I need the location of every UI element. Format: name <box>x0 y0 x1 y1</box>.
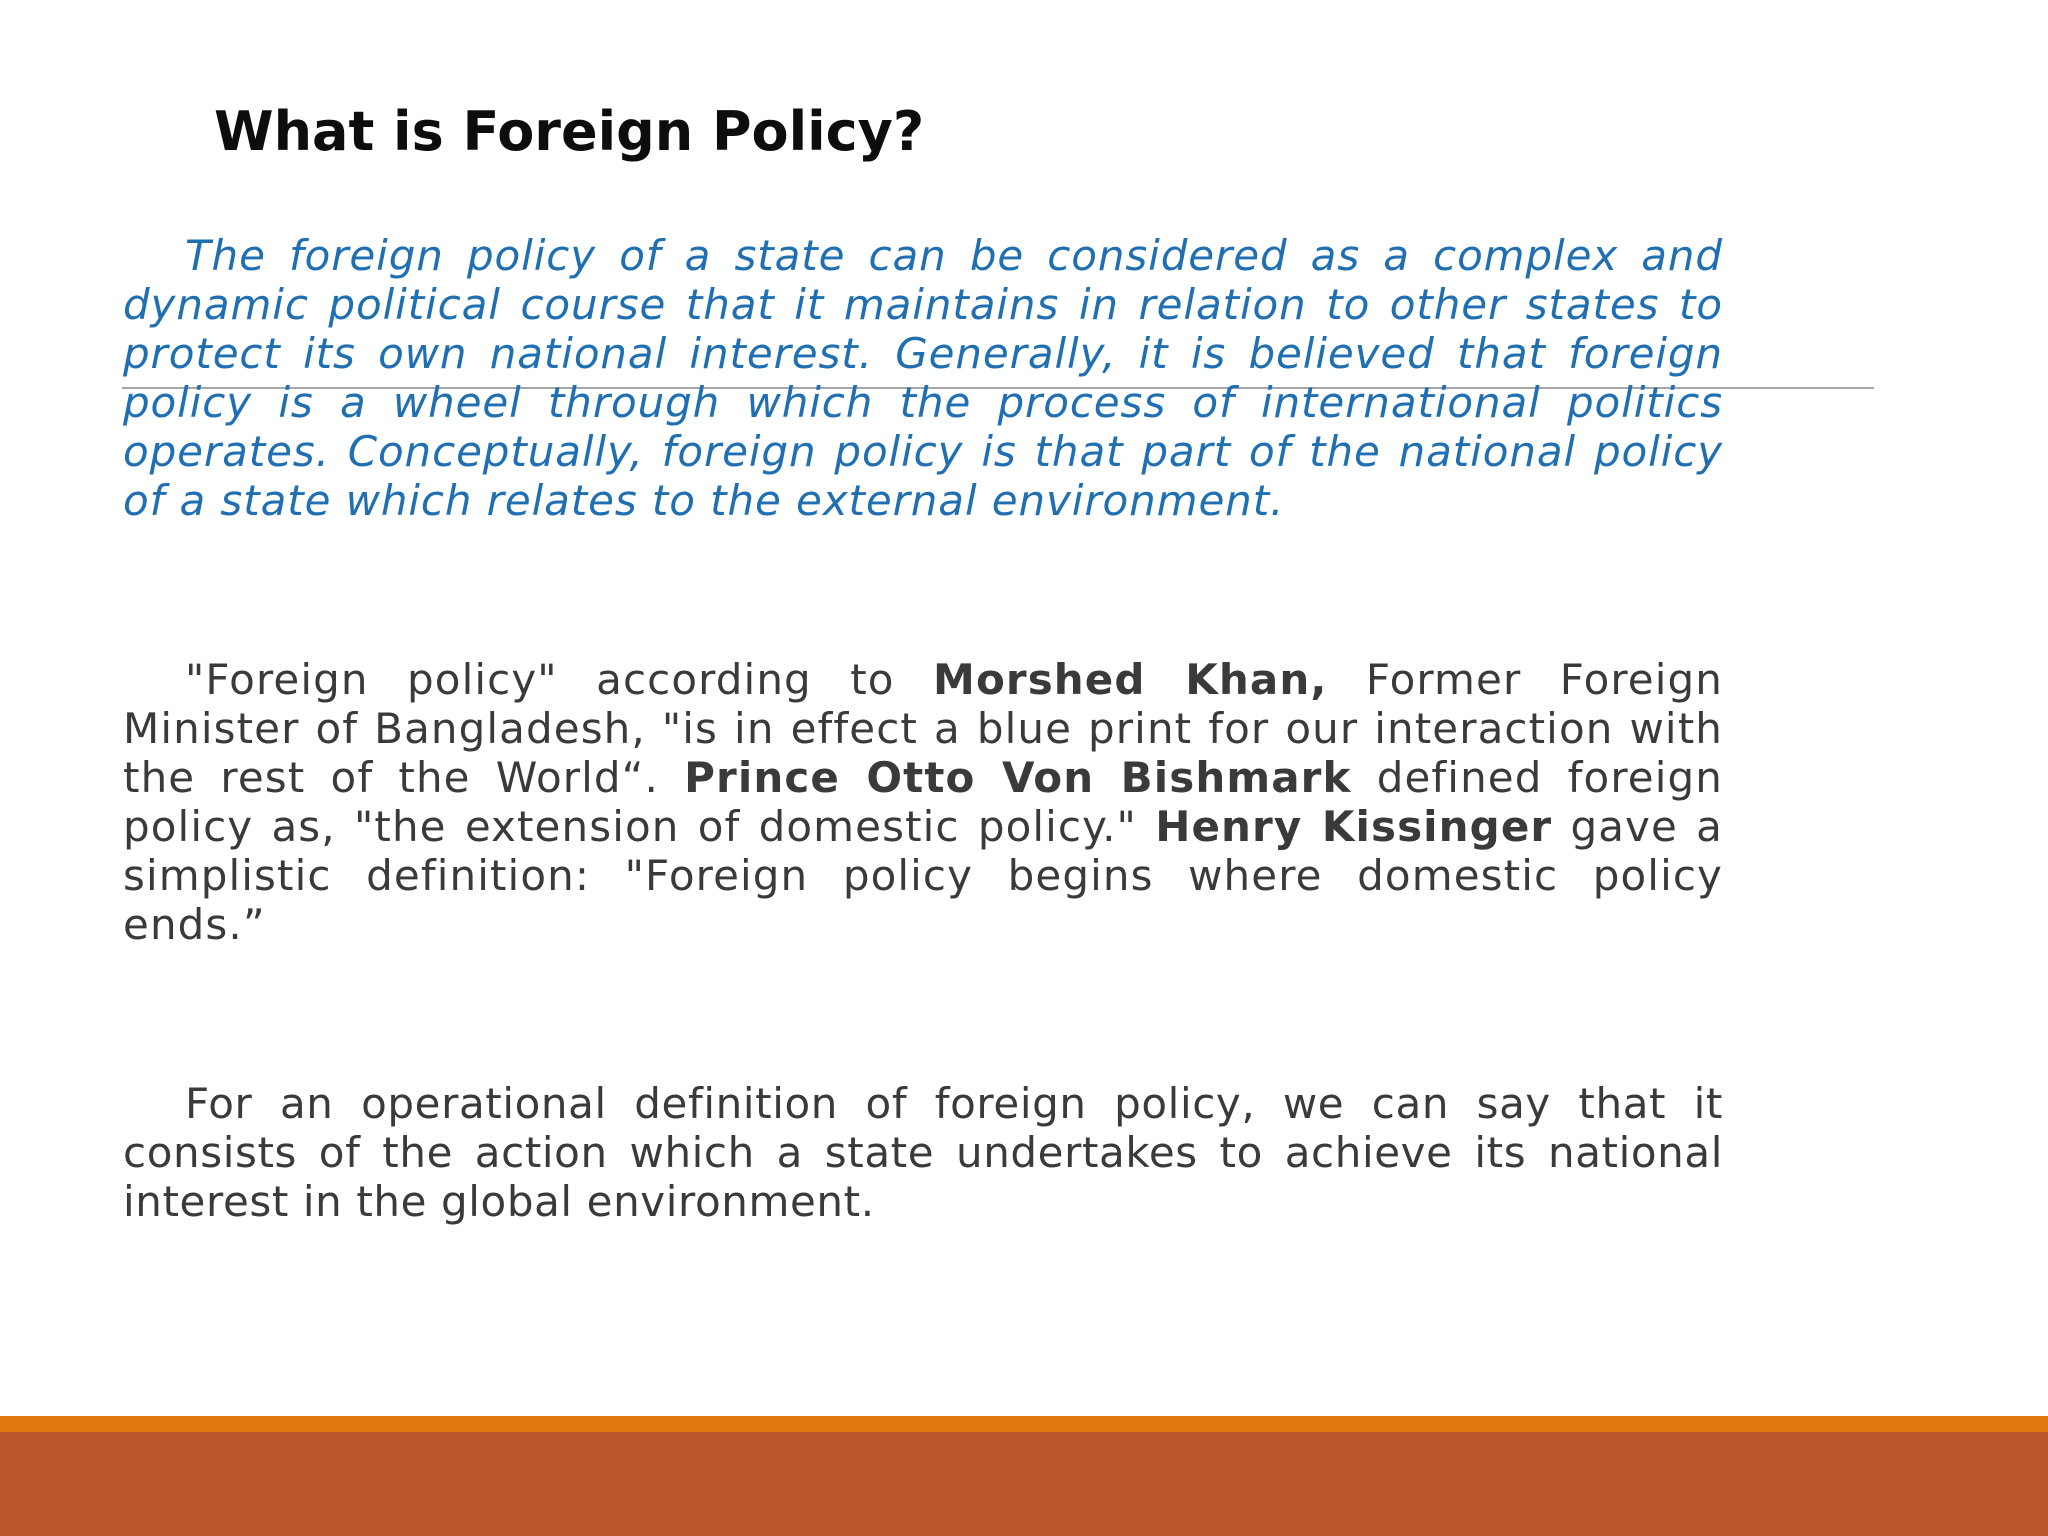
quote-text-1: "Foreign policy" according to <box>185 655 934 704</box>
quote-text-4: gave a simplistic definition: "Foreign policy begins where domestic policy ends.” <box>123 802 1724 949</box>
operational-paragraph: For an operational definition of foreign policy, we can say that it consists of the action which a state undertakes to achieve its national interest in the global environment. <box>123 1079 1723 1226</box>
slide-title: What is Foreign Policy? <box>214 100 925 163</box>
name-morshed-khan: Morshed Khan, <box>933 655 1328 704</box>
name-bishmark: Prince Otto Von Bishmark <box>684 753 1352 802</box>
quote-text-3: defined foreign policy as, "the extension of domestic policy." <box>123 753 1723 851</box>
definition-paragraph: The foreign policy of a state can be considered as a complex and dynamic political course that it maintains in relation to other states to protect its own national interest. Generally, it is believed that foreign policy is a wheel through which the process of international politics operates. Conceptually, foreign policy is that part of the national policy of a state which relates to the external environment. <box>123 231 1723 525</box>
quote-text-2: Former Foreign Minister of Bangladesh, "is in effect a blue print for our interaction with the rest of the World“. <box>123 655 1723 802</box>
footer-accent-bar <box>0 1416 2048 1432</box>
name-kissinger: Henry Kissinger <box>1155 802 1553 851</box>
footer-bar <box>0 1432 2048 1536</box>
quotes-paragraph <box>123 655 1723 949</box>
